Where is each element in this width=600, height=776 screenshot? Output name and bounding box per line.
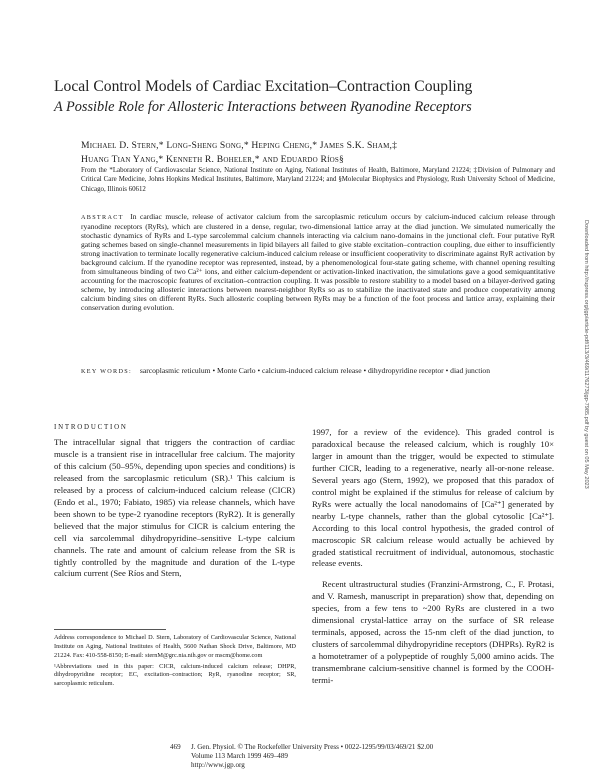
footnote-abbreviations: ¹Abbreviations used in this paper: CICR, calcium-induced calcium release; DHPR, dihydropyridine receptor; EC, excitation–contraction; RyR, ryanodine receptor; SR, sarcoplasmic reticulum.: [54, 662, 296, 688]
article-title: Local Control Models of Cardiac Excitation–Contraction Coupling: [54, 78, 473, 95]
keywords-label: KEY WORDS:: [81, 368, 132, 375]
right-column: [312, 427, 554, 687]
abstract-label: ABSTRACT: [81, 214, 124, 221]
abstract: [81, 212, 555, 313]
paragraph: 1997, for a review of the evidence). This graded control is paradoxical because the released calcium, which is roughly 10× larger in amount than the trigger, would be expected to stimulate further CICR, leading to a regenerative, nearly all-or-none release. Several years ago (Stern, 1992), we proposed that this paradox of control might be explained if the stimulus for release of calcium by RyRs were actually the local nanodomains of [Ca²⁺] generated by nearby L-type channels, rather than the global cytosolic [Ca²⁺]. According to this local control hypothesis, the graded control of macroscopic SR calcium release would actually be achieved by graded statistical recruitment of individual, autonomous, stochastic release events.: [312, 427, 554, 569]
paragraph: Recent ultrastructural studies (Franzini-Armstrong, C., F. Protasi, and V. Ramesh, manuscript in preparation) show that, depending on species, from a few tens to ~200 RyRs are clustered in a two dimensional crystal-lattice array on the surface of SR release terminals, apposed, across the 15-nm cleft of the diad junction, to clusters of sarcolemmal dihydropyridine receptors (DHPRs). RyR2 is a homotetramer of a polypeptide of roughly 5,000 amino acids. The transmembrane calcium-sensitive channel is formed by the COOH-termi-: [312, 579, 554, 686]
author-line: Huang Tian Yang,* Kenneth R. Boheler,* and Eduardo Ríos§: [81, 154, 344, 165]
journal-url[interactable]: http://www.jgp.org: [191, 761, 245, 770]
journal-citation: J. Gen. Physiol. © The Rockefeller University Press • 0022-1295/99/03/469/21 $2.00: [191, 743, 434, 751]
affiliations: From the *Laboratory of Cardiovascular Science, National Institute on Aging, National Institutes of Health, Baltimore, Maryland 21224; ‡Division of Pulmonary and Critical Care Medicine, Johns Hopkins Medical Institutes, Baltimore, Maryland 21224; and §Molecular Biophysics and Physiology, Rush University School of Medicine, Chicago, Illinois 60612: [81, 167, 555, 193]
journal-volume: Volume 113 March 1999 469–489: [191, 752, 288, 761]
article-subtitle: A Possible Role for Allosteric Interactions between Ryanodine Receptors: [54, 99, 472, 115]
author-line: Michael D. Stern,* Long-Sheng Song,* Heping Cheng,* James S.K. Sham,‡: [81, 140, 398, 151]
keywords-text: sarcoplasmic reticulum • Monte Carlo • calcium-induced calcium release • dihydropyridine receptor • diad junction: [139, 366, 491, 375]
journal-footer: [170, 743, 570, 770]
download-watermark: [581, 220, 590, 740]
footnotes: [54, 634, 296, 689]
footnote-correspondence: Address correspondence to Michael D. Stern, Laboratory of Cardiovascular Science, National Institute on Aging, National Institutes of Health, 5600 Nathan Shock Drive, Baltimore, MD 21224. Fax: 410-558-8150; E-mail: sternM@grc.nia.nih.gov or mscm@home.com: [54, 634, 296, 659]
keywords: [81, 366, 555, 376]
section-heading: INTRODUCTION: [54, 424, 128, 431]
left-column: [54, 437, 295, 580]
download-note: Downloaded from http://rupress.org/jgp/article-pdf/113/3/469/1176273/jgp-7985.pdf by guest on 05 May 2023: [583, 220, 589, 489]
page-number: 469: [170, 743, 181, 751]
footnote-divider: [54, 629, 166, 630]
paragraph: The intracellular signal that triggers the contraction of cardiac muscle is a transient rise in intracellular free calcium. The majority of this calcium (50–95%, depending upon species and conditions) is released from the sarcoplasmic reticulum (SR).¹ This calcium is released by a process of calcium-induced calcium release (CICR) (Endo et al., 1970; Fabiato, 1985) via release channels, which have been shown to be type-2 ryanodine receptors (RyR2). It is generally believed that the major stimulus for CICR is calcium entering the cell via sarcolemmal dihydropyridine–sensitive L-type calcium channels. The rate and amount of calcium release from the SR is tightly controlled by the magnitude and duration of the L-type calcium current (See Ríos and Stern,: [54, 437, 295, 579]
abstract-text: In cardiac muscle, release of activator calcium from the sarcoplasmic reticulum occurs by calcium-induced calcium release through ryanodine receptors (RyRs), which are clustered in a dense, regular, two-dimensional lattice array at the diad junction. We simulated numerically the stochastic dynamics of RyRs and L-type sarcolemmal calcium channels interacting via calcium nano-domains in the junctional cleft. Four putative RyR gating schemes based on single-channel measurements in lipid bilayers all failed to give stable excitation–contraction coupling, due either to insufficiently strong inactivation to terminate locally regenerative calcium-induced calcium release or insufficient cooperativity to discriminate against RyR activation by background calcium. If the ryanodine receptor was represented, instead, by a phenomenological four-state gating scheme, with channel opening resulting from simultaneous binding of two Ca²⁺ ions, and either calcium-dependent or activation-linked inactivation, the simulations gave a good semiquantitative accounting for the macroscopic features of excitation–contraction coupling. It was possible to restore stability to a model based on a bilayer-derived gating scheme, by introducing allosteric interactions between nearest-neighbor RyRs so as to stabilize the inactivated state and produce cooperativity among calcium binding sites on different RyRs. Such allosteric coupling between RyRs may be a function of the foot process and lattice array, explaining their conservation during evolution.: [81, 212, 555, 313]
author-list: [81, 139, 551, 167]
